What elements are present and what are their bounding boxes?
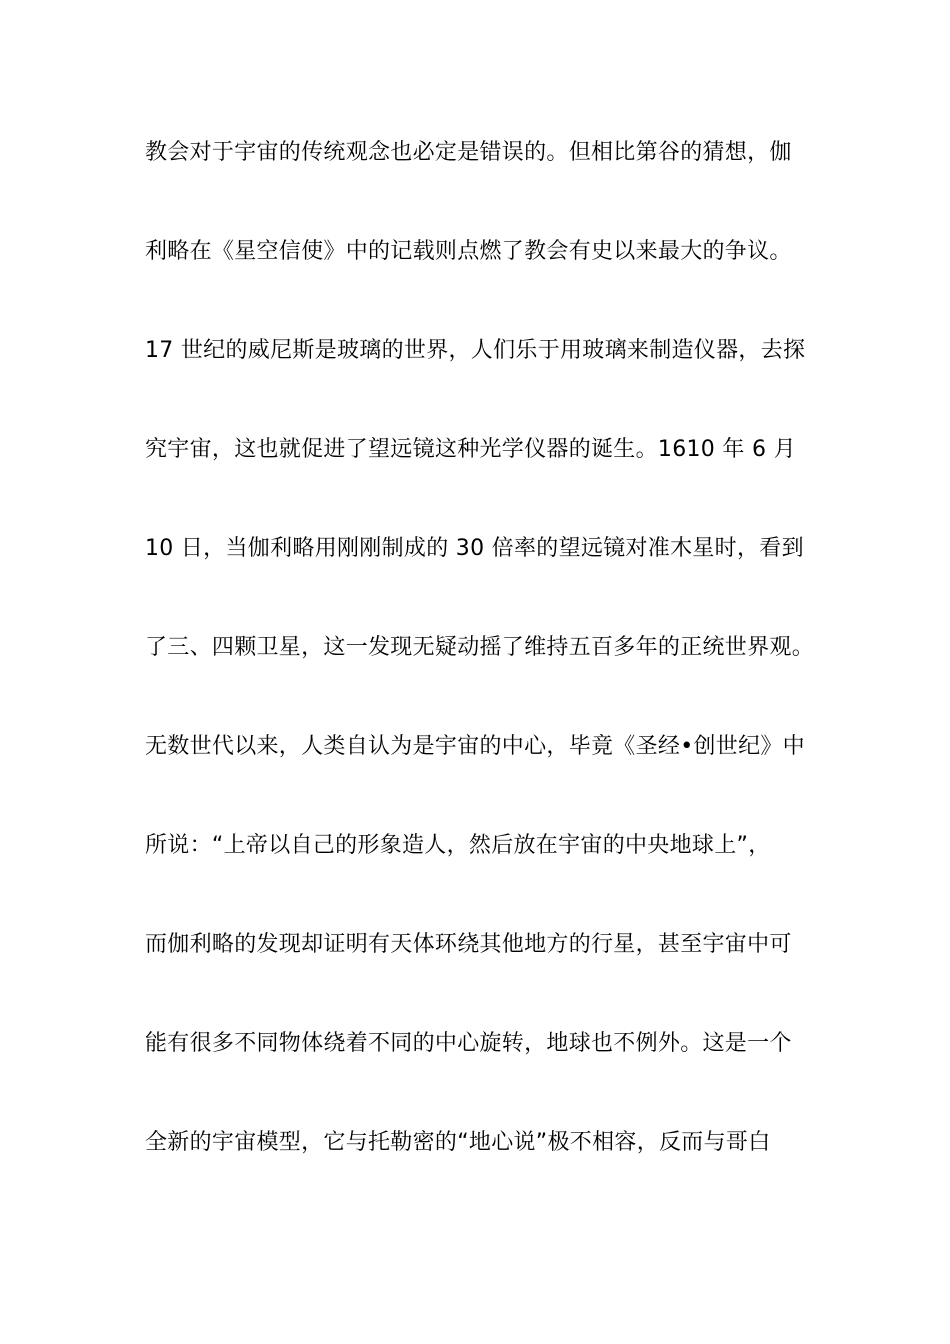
text-line: 而伽利略的发现却证明有天体环绕其他地方的行星，甚至宇宙中可 — [145, 932, 792, 957]
text-line: 了三、四颗卫星，这一发现无疑动摇了维持五百多年的正统世界观。 — [145, 635, 815, 660]
text-line: 无数世代以来，人类自认为是宇宙的中心，毕竟《圣经•创世纪》中 — [145, 734, 805, 759]
text-line: 利略在《星空信使》中的记载则点燃了教会有史以来最大的争议。 — [145, 239, 792, 264]
text-line: 17 世纪的威尼斯是玻璃的世界，人们乐于用玻璃来制造仪器，去探 — [145, 338, 806, 363]
text-line: 能有很多不同物体绕着不同的中心旋转，地球也不例外。这是一个 — [145, 1031, 792, 1056]
text-line: 10 日，当伽利略用刚刚制成的 30 倍率的望远镜对准木星时，看到 — [145, 536, 804, 561]
body-text — [145, 129, 815, 1218]
text-line: 全新的宇宙模型，它与托勒密的“地心说”极不相容，反而与哥白 — [145, 1130, 771, 1155]
text-line: 教会对于宇宙的传统观念也必定是错误的。但相比第谷的猜想，伽 — [145, 140, 792, 165]
text-line: 究宇宙，这也就促进了望远镜这种光学仪器的诞生。1610 年 6 月 — [145, 437, 796, 462]
text-line: 所说：“上帝以自己的形象造人，然后放在宇宙的中央地球上”， — [145, 833, 771, 858]
